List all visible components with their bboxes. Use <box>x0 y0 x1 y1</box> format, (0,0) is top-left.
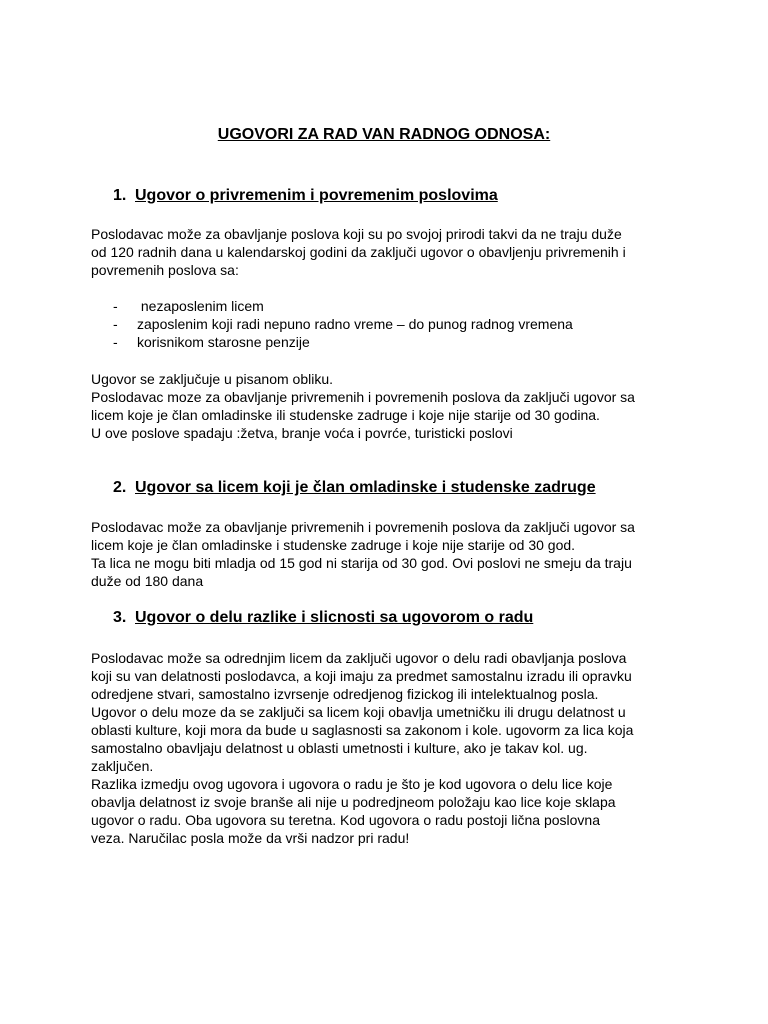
list-item <box>113 315 573 333</box>
text-line: oblasti kulture, koji mora da bude u saglasnosti sa zakonom i kole. ugovorm za lica koja <box>91 722 634 738</box>
text-line: odredjene stvari, samostalno izvrsenje odredjenog fizickog ili intelektualnog posla. <box>91 686 599 702</box>
section-1-heading <box>113 186 498 206</box>
text-line: veza. Naručilac posla može da vrši nadzor pri radu! <box>91 830 410 846</box>
text-line: Ta lica ne mogu biti mladja od 15 god ni starija od 30 god. Ovi poslovi ne smeju da traju <box>91 555 632 571</box>
section-1-closing-paragraph <box>91 370 691 442</box>
list-bullet: - <box>113 298 118 314</box>
section-2-number: 2. <box>113 479 127 496</box>
section-1-title: Ugovor o privremenim i povremenim poslovima <box>135 187 498 204</box>
section-3-paragraph <box>91 649 691 847</box>
list-bullet: - <box>113 316 118 332</box>
section-2-heading <box>113 478 596 498</box>
list-item <box>113 333 573 351</box>
text-line: obavlja delatnost iz svoje branše ali nije u podredjneom položaju kao lice koje sklapa <box>91 794 616 810</box>
text-line: Poslodavac može za obavljanje poslova koji su po svojoj prirodi takvi da ne traju duže <box>91 226 622 242</box>
text-line: ugovor o radu. Oba ugovora su teretna. Kod ugovora o radu postoji lična poslovna <box>91 812 600 828</box>
section-3-number: 3. <box>113 609 127 626</box>
text-line: od 120 radnih dana u kalendarskoj godini da zaključi ugovor o obavljenju privremenih i <box>91 244 626 260</box>
text-line: Poslodavac može za obavljanje privremenih i povremenih poslova da zaključi ugovor sa <box>91 519 635 535</box>
text-line: Razlika izmedju ovog ugovora i ugovora o radu je što je kod ugovora o delu lice koje <box>91 776 613 792</box>
section-3-heading <box>113 608 533 628</box>
text-line: samostalno obavljaju delatnost u oblasti umetnosti i kulture, ako je takav kol. ug. <box>91 740 588 756</box>
list-item <box>113 297 573 315</box>
list-bullet: - <box>113 334 118 350</box>
text-line: Poslodavac može sa odrednjim licem da zaključi ugovor o delu radi obavljanja poslova <box>91 650 627 666</box>
text-line: Ugovor o delu moze da se zaključi sa licem koji obavlja umetničku ili drugu delatnost u <box>91 704 626 720</box>
text-line: licem koje je član omladinske ili studenske zadruge i koje nije starije od 30 godina. <box>91 407 600 423</box>
text-line: U ove poslove spadaju :žetva, branje voća i povrće, turisticki poslovi <box>91 425 513 441</box>
section-2-paragraph <box>91 518 691 590</box>
document-title: UGOVORI ZA RAD VAN RADNOG ODNOSA: <box>217 126 551 143</box>
text-line: zaključen. <box>91 758 154 774</box>
text-line: licem koje je član omladinske i studenske zadruge i koje nije starije od 30 god. <box>91 537 576 553</box>
section-1-list <box>113 297 573 351</box>
section-2-title: Ugovor sa licem koji je član omladinske i studenske zadruge <box>135 479 596 496</box>
text-line: povremenih poslova sa: <box>91 262 239 278</box>
section-3-title: Ugovor o delu razlike i slicnosti sa ugovorom o radu <box>135 609 534 626</box>
text-line: Poslodavac moze za obavljanje privremenih i povremenih poslova da zaključi ugovor sa <box>91 389 635 405</box>
list-item-text: nezaposlenim licem <box>137 298 264 314</box>
text-line: koji su van delatnosti poslodavca, a koji imaju za predmet samostalnu izradu ili opravku <box>91 668 632 684</box>
section-1-number: 1. <box>113 187 127 204</box>
section-1-intro-paragraph <box>91 225 691 279</box>
list-item-text: zaposlenim koji radi nepuno radno vreme – do punog radnog vremena <box>137 316 573 332</box>
text-line: duže od 180 dana <box>91 573 204 589</box>
text-line: Ugovor se zaključuje u pisanom obliku. <box>91 371 334 387</box>
list-item-text: korisnikom starosne penzije <box>137 334 310 350</box>
